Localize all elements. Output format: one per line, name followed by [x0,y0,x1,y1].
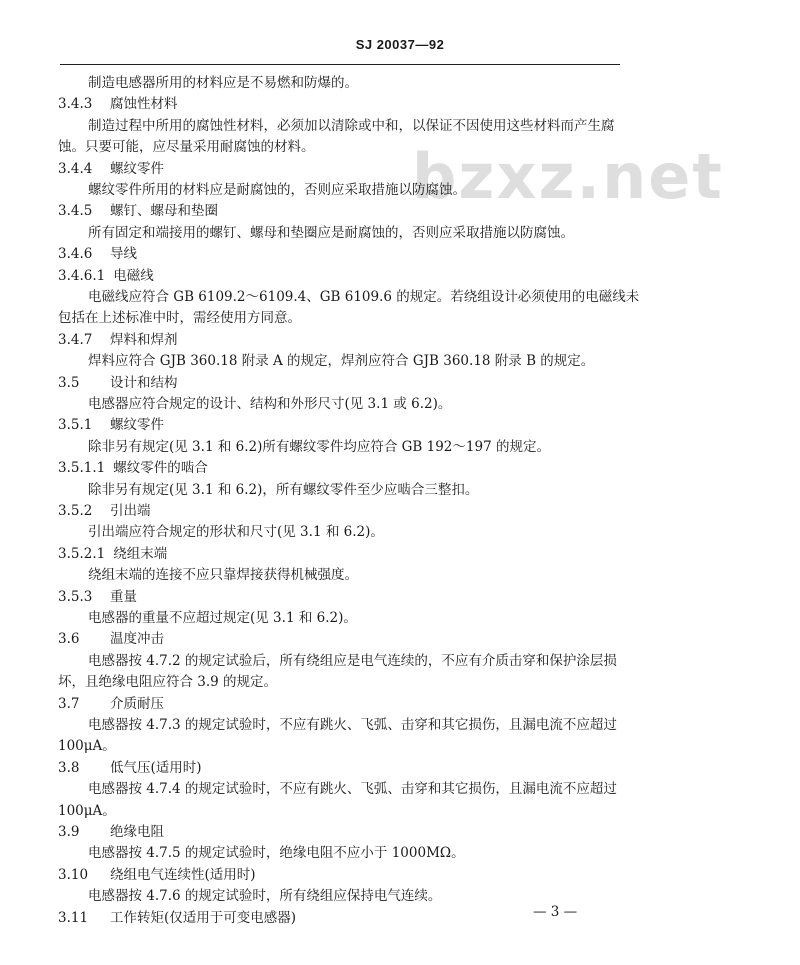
section-number: 3.7 [58,696,80,712]
paragraph-continuation: 100μA。 [58,803,116,819]
section-number: 3.5.2 [58,503,93,519]
paragraph-line: 制造电感器所用的材料应是不易燃和防爆的。 [88,75,358,91]
paragraph-line: 除非另有规定(见 3.1 和 6.2)，所有螺纹零件至少应啮合三整扣。 [88,482,479,498]
section-number: 3.5.1.1 [58,460,106,476]
section-title: 工作转矩(仅适用于可变电感器) [110,910,297,926]
section-number: 3.4.5 [58,203,93,219]
section-title: 引出端 [110,503,151,519]
section-title: 电磁线 [113,268,154,284]
paragraph-continuation: 包括在上述标准中时，需经使用方同意。 [58,310,301,326]
section-title: 螺钉、螺母和垫圈 [110,203,218,219]
page-number: — 3 — [533,904,578,920]
section-title: 介质耐压 [110,696,164,712]
header-rule [60,64,620,65]
section-title: 重量 [110,589,137,605]
section-heading [58,374,178,392]
section-number: 3.5.2.1 [58,546,106,562]
section-title: 绝缘电阻 [110,824,164,840]
section-heading [58,759,202,777]
section-heading [58,630,164,648]
section-number: 3.5.1 [58,417,93,433]
paragraph-line: 电感器按 4.7.6 的规定试验时，所有绕组应保持电气连续。 [88,888,442,904]
section-heading [58,95,178,113]
paragraph-line: 电感器按 4.7.5 的规定试验时，绝缘电阻不应小于 1000MΩ。 [88,845,465,861]
section-heading [58,545,167,563]
paragraph-line: 电感器按 4.7.4 的规定试验时，不应有跳火、飞弧、击穿和其它损伤，且漏电流不应超过 [88,781,617,797]
section-number: 3.9 [58,824,80,840]
section-title: 导线 [110,246,137,262]
paragraph-line: 电感器按 4.7.2 的规定试验后，所有绕组应是电气连续的，不应有介质击穿和保护涂层损 [88,653,617,669]
section-number: 3.4.7 [58,332,93,348]
paragraph-line: 绕组末端的连接不应只靠焊接获得机械强度。 [88,567,358,583]
section-heading [58,331,178,349]
section-heading [58,160,164,178]
paragraph-continuation: 坏，且绝缘电阻应符合 3.9 的规定。 [58,674,278,690]
section-number: 3.6 [58,631,80,647]
watermark: bzxz.net [412,140,724,213]
section-number: 3.11 [58,910,89,926]
section-title: 温度冲击 [110,631,164,647]
section-number: 3.4.6 [58,246,93,262]
paragraph-continuation: 100μA。 [58,738,116,754]
section-heading [58,245,137,263]
paragraph-continuation: 蚀。只要可能，应尽量采用耐腐蚀的材料。 [58,139,315,155]
section-title: 螺纹零件 [110,161,164,177]
section-number: 3.5 [58,375,80,391]
section-title: 焊料和焊剂 [110,332,178,348]
paragraph-line: 引出端应符合规定的形状和尺寸(见 3.1 和 6.2)。 [88,524,384,540]
paragraph-line: 所有固定和端接用的螺钉、螺母和垫圈应是耐腐蚀的，否则应采取措施以防腐蚀。 [88,225,574,241]
section-heading [58,502,151,520]
section-heading [58,588,137,606]
section-title: 绕组电气连续性(适用时) [110,867,256,883]
section-heading [58,823,164,841]
section-title: 绕组末端 [113,546,168,562]
paragraph-line: 电磁线应符合 GB 6109.2～6109.4、GB 6109.6 的规定。若绕组设计必须使用的电磁线未 [88,289,640,305]
paragraph-line: 电感器的重量不应超过规定(见 3.1 和 6.2)。 [88,610,357,626]
section-number: 3.4.6.1 [58,268,106,284]
section-heading [58,866,256,884]
document-code-header: SJ 20037—92 [355,37,445,52]
paragraph-line: 螺纹零件所用的材料应是耐腐蚀的，否则应采取措施以防腐蚀。 [88,182,466,198]
section-title: 螺纹零件 [110,417,164,433]
section-heading [58,202,218,220]
section-heading [58,695,164,713]
section-heading [58,416,164,434]
section-number: 3.4.4 [58,161,93,177]
section-heading [58,459,208,477]
section-title: 低气压(适用时) [110,760,202,776]
paragraph-line: 焊料应符合 GJB 360.18 附录 A 的规定，焊剂应符合 GJB 360.18 附录 B 的规定。 [88,353,595,369]
section-number: 3.5.3 [58,589,93,605]
section-title: 螺纹零件的啮合 [113,460,208,476]
paragraph-line: 除非另有规定(见 3.1 和 6.2)所有螺纹零件均应符合 GB 192～197 的规定。 [88,439,550,455]
section-heading [58,909,296,927]
paragraph-line: 电感器应符合规定的设计、结构和外形尺寸(见 3.1 或 6.2)。 [88,396,452,412]
paragraph-line: 制造过程中所用的腐蚀性材料，必须加以清除或中和，以保证不因使用这些材料而产生腐 [88,118,615,134]
section-number: 3.10 [58,867,89,883]
section-heading [58,267,154,285]
section-title: 设计和结构 [110,375,178,391]
paragraph-line: 电感器按 4.7.3 的规定试验时，不应有跳火、飞弧、击穿和其它损伤，且漏电流不应超过 [88,717,617,733]
section-number: 3.8 [58,760,80,776]
section-title: 腐蚀性材料 [110,96,178,112]
section-number: 3.4.3 [58,96,93,112]
